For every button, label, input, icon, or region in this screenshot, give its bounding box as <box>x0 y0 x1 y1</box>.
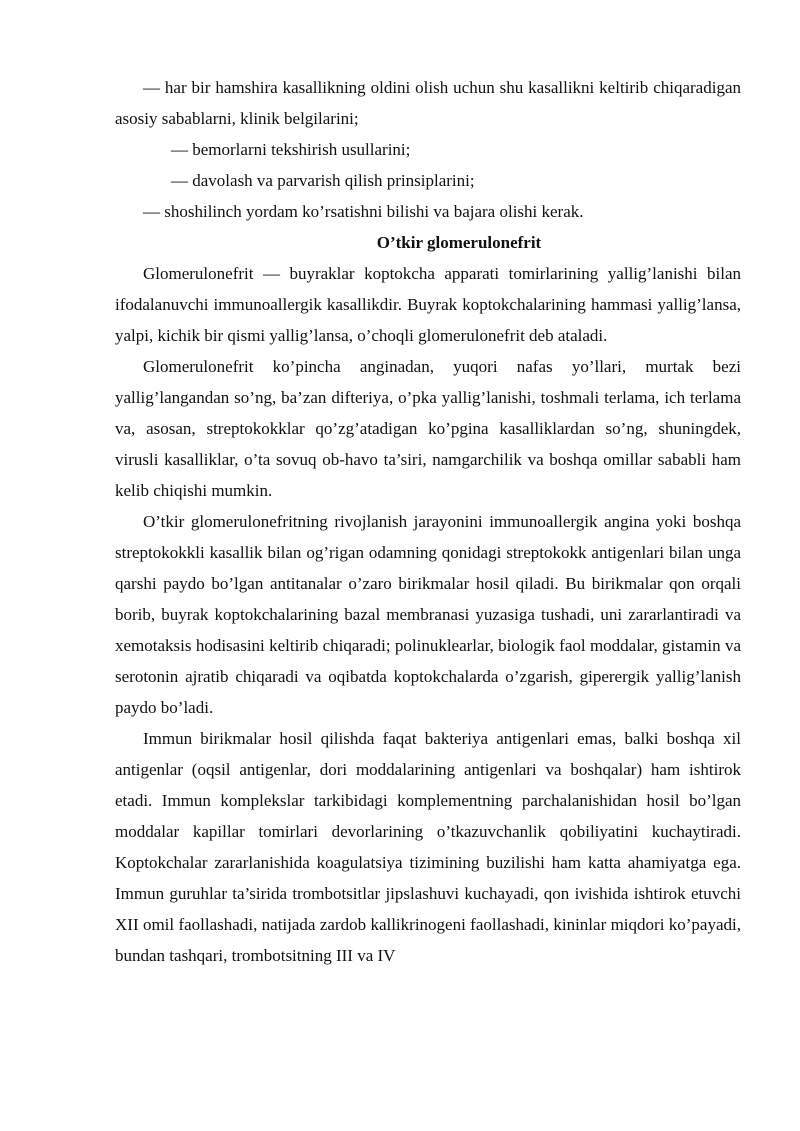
paragraph-immune-complexes: Immun birikmalar hosil qilishda faqat bakteriya antigenlari emas, balki boshqa xil antigenlar (oqsil antigenlar, dori moddalarining antigenlari va boshqalar) ham ishtirok etadi. Immun komplekslar tarkibidagi komplementning parchalanishidan hosil bo’lgan moddalar kapillar tomirlari devorlarining o’tkazuvchanlik qobiliyatini kuchaytiradi. Koptokchalar zararlanishida koagulatsiya tizimining buzilishi ham katta ahamiyatga ega. Immun guruhlar ta’sirida trombotsitlar jipslashuvi kuchayadi, qon ivishida ishtirok etuvchi XII omil faollashadi, natijada zardob kallikrinogeni faollashadi, kininlar miqdori ko’payadi, bundan tashqari, trombotsitning III va IV <box>115 729 741 965</box>
paragraph-definition: Glomerulonefrit — buyraklar koptokcha apparati tomirlarining yallig’lanishi bilan ifodalanuvchi immunoallergik kasallikdir. Buyrak koptokchalarining hammasi yallig’lansa, yalpi, kichik bir qismi yallig’lansa, o’choqli glomerulonefrit deb ataladi. <box>115 264 741 345</box>
paragraph-pathogenesis: O’tkir glomerulonefritning rivojlanish jarayonini immunoallergik angina yoki boshqa streptokokkli kasallik bilan og’rigan odamning qonidagi streptokokk antigenlari bilan unga qarshi paydo bo’lgan antitanalar o’zaro birikmalar hosil qiladi. Bu birikmalar qon orqali borib, buyrak koptokchalarining bazal membranasi yuzasiga tushadi, uni zararlantiradi va xemotaksis hodisasini keltirib chiqaradi; polinuklearlar, biologik faol moddalar, gistamin va serotonin ajratib chiqaradi va oqibatda koptokchalarda o’zgarish, giperergik yallig’lanish paydo bo’ladi. <box>115 512 741 717</box>
intro-item-causes: — har bir hamshira kasallikning oldini olish uchun shu kasallikni keltirib chiqaradigan asosiy sabablarni, klinik belgilarini; <box>115 78 741 128</box>
section-title: O’tkir glomerulonefrit <box>376 233 542 252</box>
document-page <box>115 72 741 971</box>
intro-item-emergency: — shoshilinch yordam ko’rsatishni bilishi va bajara olishi kerak. <box>143 202 584 221</box>
intro-item-treatment: — davolash va parvarish qilish prinsiplarini; <box>171 171 475 190</box>
intro-item-examination: — bemorlarni tekshirish usullarini; <box>171 140 411 159</box>
paragraph-causes: Glomerulonefrit ko’pincha anginadan, yuqori nafas yo’llari, murtak bezi yallig’langandan so’ng, ba’zan difteriya, o’pka yallig’lanishi, toshmali terlama, ich terlama va, asosan, streptokokklar qo’zg’atadigan ko’pgina kasalliklardan so’ng, shuningdek, virusli kasalliklar, o’ta sovuq ob-havo ta’siri, namgarchilik va boshqa omillar sababli ham kelib chiqishi mumkin. <box>115 357 741 500</box>
